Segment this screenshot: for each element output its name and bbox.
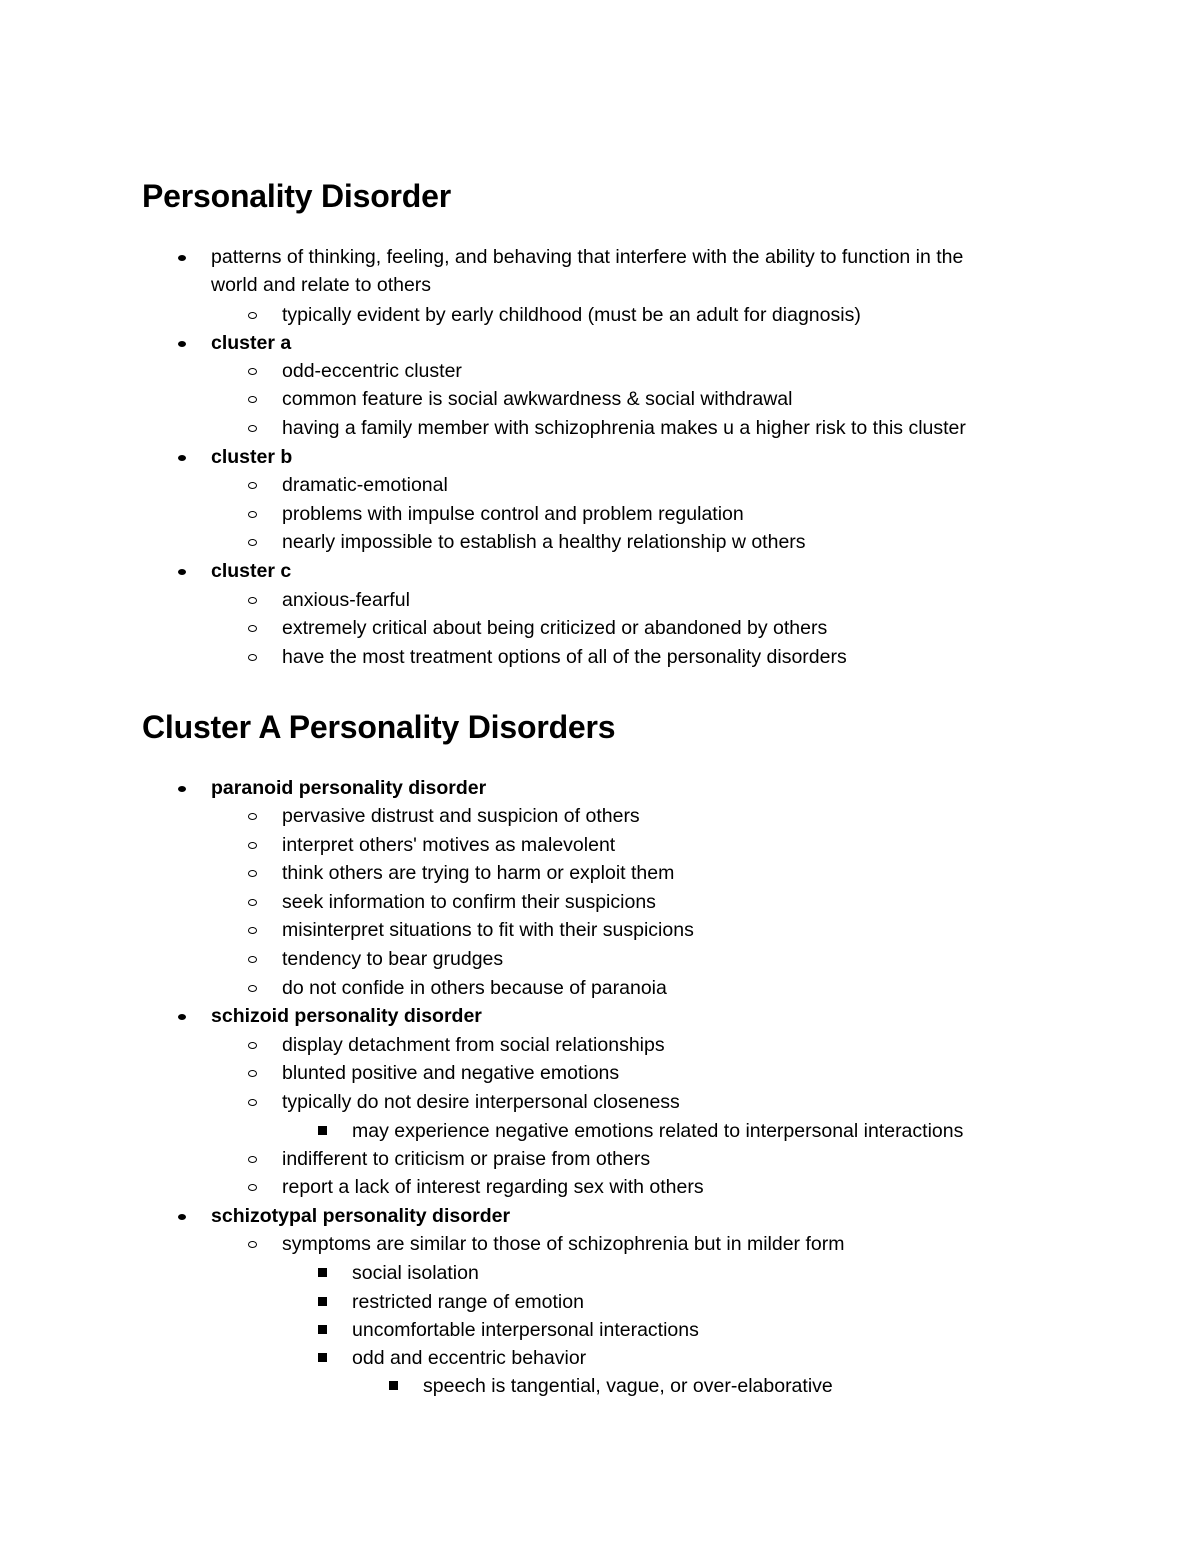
paranoid-label: paranoid personality disorder [211, 777, 487, 799]
square-bullet-icon [389, 1372, 398, 1400]
list-item: having a family member with schizophrenia makes u a higher risk to this cluster [282, 417, 966, 439]
list-item: tendency to bear grudges [282, 948, 504, 970]
list-item: typically evident by early childhood (must be an adult for diagnosis) [282, 304, 861, 326]
circle-bullet-icon [248, 414, 257, 442]
list-item: social isolation [352, 1262, 479, 1284]
list-item: symptoms are similar to those of schizophrenia but in milder form [282, 1233, 845, 1255]
bullet-icon [178, 243, 186, 271]
list-item: extremely critical about being criticized or abandoned by others [282, 617, 828, 639]
list-item: anxious-fearful [282, 589, 410, 611]
list-item: have the most treatment options of all of the personality disorders [282, 646, 847, 668]
list-item: interpret others' motives as malevolent [282, 834, 616, 856]
circle-bullet-icon [248, 385, 257, 413]
circle-bullet-icon [248, 888, 257, 916]
schizoid-label: schizoid personality disorder [211, 1005, 482, 1027]
list-item: odd and eccentric behavior [352, 1347, 587, 1369]
square-bullet-icon [318, 1344, 327, 1372]
bullet-icon [178, 1202, 186, 1230]
list-item: seek information to confirm their suspicions [282, 891, 656, 913]
list-item: uncomfortable interpersonal interactions [352, 1319, 699, 1341]
circle-bullet-icon [248, 1088, 257, 1116]
list-item: blunted positive and negative emotions [282, 1062, 620, 1084]
bullet-icon [178, 774, 186, 802]
bullet-icon [178, 1002, 186, 1030]
cluster-a-label: cluster a [211, 332, 292, 354]
circle-bullet-icon [248, 802, 257, 830]
bullet-icon [178, 443, 186, 471]
list-item: do not confide in others because of paranoia [282, 977, 667, 999]
circle-bullet-icon [248, 643, 257, 671]
circle-bullet-icon [248, 974, 257, 1002]
list-item: typically do not desire interpersonal closeness [282, 1091, 680, 1113]
circle-bullet-icon [248, 1173, 257, 1201]
section-heading: Personality Disorder [142, 178, 452, 214]
list-item: dramatic-emotional [282, 474, 448, 496]
cluster-b-label: cluster b [211, 446, 293, 468]
circle-bullet-icon [248, 916, 257, 944]
circle-bullet-icon [248, 1230, 257, 1258]
list-item: restricted range of emotion [352, 1291, 584, 1313]
circle-bullet-icon [248, 1145, 257, 1173]
list-item: think others are trying to harm or exploit them [282, 862, 675, 884]
circle-bullet-icon [248, 859, 257, 887]
list-item: nearly impossible to establish a healthy relationship w others [282, 531, 806, 553]
bullet-icon [178, 557, 186, 585]
circle-bullet-icon [248, 945, 257, 973]
square-bullet-icon [318, 1117, 327, 1145]
list-item: pervasive distrust and suspicion of others [282, 805, 640, 827]
square-bullet-icon [318, 1288, 327, 1316]
cluster-c-label: cluster c [211, 560, 292, 582]
list-item: odd-eccentric cluster [282, 360, 462, 382]
list-item: indifferent to criticism or praise from others [282, 1148, 651, 1170]
list-item: problems with impulse control and problem regulation [282, 503, 744, 525]
list-item-continuation: world and relate to others [211, 274, 432, 296]
circle-bullet-icon [248, 1059, 257, 1087]
circle-bullet-icon [248, 1031, 257, 1059]
list-item: may experience negative emotions related to interpersonal interactions [352, 1120, 964, 1142]
square-bullet-icon [318, 1259, 327, 1287]
circle-bullet-icon [248, 471, 257, 499]
list-item: display detachment from social relationships [282, 1034, 665, 1056]
circle-bullet-icon [248, 614, 257, 642]
list-item: speech is tangential, vague, or over-elaborative [423, 1375, 833, 1397]
circle-bullet-icon [248, 831, 257, 859]
square-bullet-icon [318, 1316, 327, 1344]
circle-bullet-icon [248, 586, 257, 614]
circle-bullet-icon [248, 357, 257, 385]
bullet-icon [178, 329, 186, 357]
list-item: common feature is social awkwardness & social withdrawal [282, 388, 793, 410]
list-item: report a lack of interest regarding sex with others [282, 1176, 704, 1198]
circle-bullet-icon [248, 500, 257, 528]
circle-bullet-icon [248, 528, 257, 556]
list-item: misinterpret situations to fit with their suspicions [282, 919, 694, 941]
list-item: patterns of thinking, feeling, and behaving that interfere with the ability to function in the [211, 246, 964, 268]
section-heading: Cluster A Personality Disorders [142, 709, 616, 745]
schizotypal-label: schizotypal personality disorder [211, 1205, 511, 1227]
circle-bullet-icon [248, 301, 257, 329]
